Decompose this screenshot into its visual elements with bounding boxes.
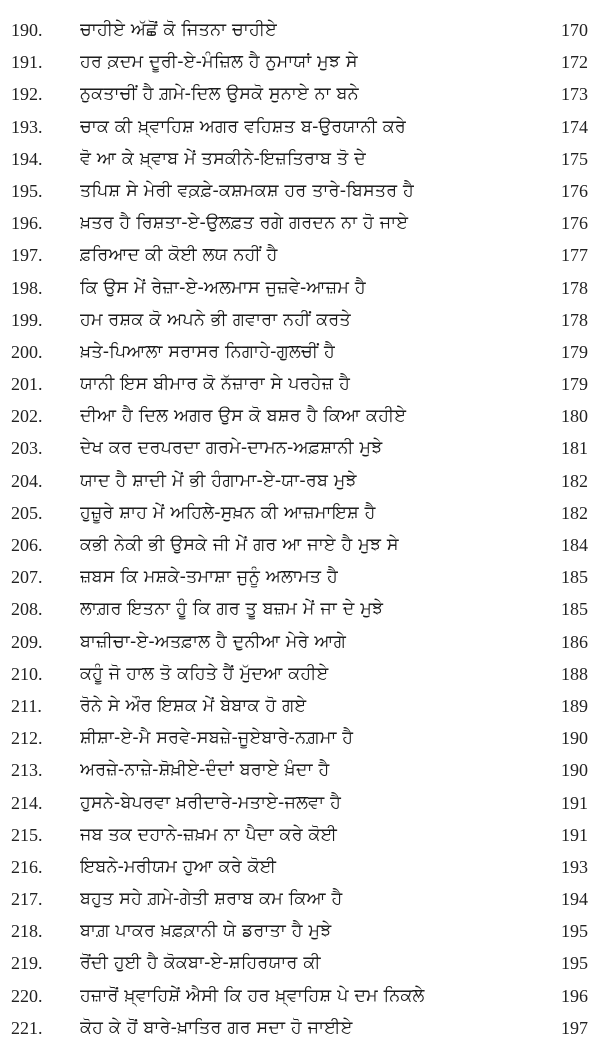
entry-title: ਦੀਆ ਹੈ ਦਿਲ ਅਗਰ ਉਸ ਕੋ ਬਸ਼ਰ ਹੈ ਕਿਆ ਕਹੀਏ — [80, 406, 407, 427]
toc-entry — [0, 529, 600, 561]
entry-page-number: 185 — [561, 599, 588, 620]
toc-entry — [0, 368, 600, 400]
entry-page-number: 196 — [561, 985, 588, 1006]
toc-entry — [0, 336, 600, 368]
entry-page-number: 176 — [561, 180, 588, 201]
entry-title: ਯਾਨੀ ਇਸ ਬੀਮਾਰ ਕੋ ਨੱਜ਼ਾਰਾ ਸੇ ਪਰਹੇਜ਼ ਹੈ — [80, 374, 351, 395]
toc-entry — [0, 947, 600, 979]
toc-entry — [0, 980, 600, 1012]
entry-page-number: 185 — [561, 567, 588, 588]
entry-page-number: 197 — [561, 1017, 588, 1038]
entry-title: ਦੇਖ ਕਰ ਦਰਪਰਦਾ ਗਰਮੇ-ਦਾਮਨ-ਅਫ਼ਸ਼ਾਨੀ ਮੁਝੇ — [80, 438, 383, 459]
entry-number: 219. — [11, 953, 43, 974]
entry-title: ਬਾਜ਼ੀਚਾ-ਏ-ਅਤਫ਼ਾਲ ਹੈ ਦੁਨੀਆ ਮੇਰੇ ਆਗੇ — [80, 631, 347, 652]
toc-entry — [0, 465, 600, 497]
entry-title: ਵੋ ਆ ਕੇ ਖ਼੍ਵਾਬ ਮੇਂ ਤਸਕੀਨੇ-ਇਜ਼ਤਿਰਾਬ ਤੋ ਦੇ — [80, 148, 366, 169]
entry-number: 218. — [11, 921, 43, 942]
entry-number: 198. — [11, 277, 43, 298]
toc-list — [0, 14, 600, 1044]
entry-number: 191. — [11, 52, 43, 73]
toc-entry — [0, 819, 600, 851]
toc-entry — [0, 432, 600, 464]
entry-number: 214. — [11, 792, 43, 813]
entry-number: 203. — [11, 438, 43, 459]
entry-page-number: 195 — [561, 953, 588, 974]
entry-title: ਸ਼ੀਸ਼ਾ-ਏ-ਮੈ ਸਰਵੇ-ਸਬਜ਼ੇ-ਜੂਏਬਾਰੇ-ਨਗ਼ਮਾ ਹੈ — [80, 728, 354, 749]
toc-entry — [0, 883, 600, 915]
toc-entry — [0, 1012, 600, 1044]
entry-page-number: 186 — [561, 631, 588, 652]
entry-title: ਚਾਕ ਕੀ ਖ਼੍ਵਾਹਿਸ਼ ਅਗਰ ਵਹਿਸ਼ਤ ਬ-ਉਰਯਾਨੀ ਕਰੇ — [80, 116, 406, 137]
entry-number: 193. — [11, 116, 43, 137]
entry-title: ਚਾਹੀਏ ਅੱਛੋਂ ਕੋ ਜਿਤਨਾ ਚਾਹੀਏ — [80, 20, 278, 40]
toc-entry — [0, 626, 600, 658]
entry-page-number: 175 — [561, 148, 588, 169]
entry-title: ਖ਼ਤਰ ਹੈ ਰਿਸ਼ਤਾ-ਏ-ਉਲਫ਼ਤ ਰਗੇ ਗਰਦਨ ਨਾ ਹੋ ਜਾਏ — [80, 213, 409, 234]
entry-page-number: 189 — [561, 695, 588, 716]
entry-page-number: 178 — [561, 309, 588, 330]
toc-entry — [0, 207, 600, 239]
entry-number: 208. — [11, 599, 43, 620]
entry-title: ਜ਼ਬਸ ਕਿ ਮਸ਼ਕੇ-ਤਮਾਸ਼ਾ ਜੁਨੂੰ ਅਲਾਮਤ ਹੈ — [80, 567, 338, 588]
entry-number: 197. — [11, 245, 43, 266]
toc-entry — [0, 239, 600, 271]
entry-page-number: 182 — [561, 502, 588, 523]
entry-title: ਤਪਿਸ਼ ਸੇ ਮੇਰੀ ਵਕ਼ਫ਼ੇ-ਕਸ਼ਮਕਸ਼ ਹਰ ਤਾਰੇ-ਬਿਸਤਰ ਹੈ — [80, 180, 414, 201]
entry-number: 190. — [11, 20, 43, 40]
toc-entry — [0, 400, 600, 432]
toc-entry — [0, 722, 600, 754]
entry-title: ਜਬ ਤਕ ਦਹਾਨੇ-ਜ਼ਖ਼ਮ ਨਾ ਪੈਦਾ ਕਰੇ ਕੋਈ — [80, 824, 338, 845]
entry-number: 201. — [11, 374, 43, 395]
entry-number: 212. — [11, 728, 43, 749]
entry-title: ਕੋਹ ਕੇ ਹੋਂ ਬਾਰੇ-ਖ਼ਾਤਿਰ ਗਰ ਸਦਾ ਹੋ ਜਾਈਏ — [80, 1017, 353, 1038]
entry-page-number: 191 — [561, 824, 588, 845]
entry-page-number: 184 — [561, 535, 588, 555]
entry-page-number: 190 — [561, 760, 588, 781]
entry-page-number: 174 — [561, 116, 588, 137]
entry-number: 207. — [11, 567, 43, 588]
entry-page-number: 188 — [561, 663, 588, 684]
entry-number: 195. — [11, 180, 43, 201]
entry-number: 210. — [11, 663, 43, 684]
entry-title: ਫ਼ਰਿਆਦ ਕੀ ਕੋਈ ਲਯ ਨਹੀਂ ਹੈ — [80, 245, 278, 266]
entry-page-number: 191 — [561, 792, 588, 813]
toc-entry — [0, 78, 600, 110]
entry-number: 209. — [11, 631, 43, 652]
entry-page-number: 173 — [561, 84, 588, 105]
toc-entry — [0, 143, 600, 175]
entry-page-number: 193 — [561, 856, 588, 877]
toc-entry — [0, 14, 600, 46]
toc-entry — [0, 754, 600, 786]
entry-number: 216. — [11, 856, 43, 877]
entry-page-number: 176 — [561, 213, 588, 234]
toc-entry — [0, 787, 600, 819]
entry-number: 215. — [11, 824, 43, 845]
entry-number: 199. — [11, 309, 43, 330]
toc-entry — [0, 272, 600, 304]
entry-title: ਲਾਗ਼ਰ ਇਤਨਾ ਹੂੰ ਕਿ ਗਰ ਤੂ ਬਜ਼ਮ ਮੇਂ ਜਾ ਦੇ ਮੁਝੇ — [80, 599, 384, 620]
toc-entry — [0, 690, 600, 722]
entry-title: ਕਭੀ ਨੇਕੀ ਭੀ ਉਸਕੇ ਜੀ ਮੇਂ ਗਰ ਆ ਜਾਏ ਹੈ ਮੁਝ ਸੇ — [80, 535, 399, 555]
entry-number: 206. — [11, 535, 43, 555]
entry-page-number: 181 — [561, 438, 588, 459]
entry-title: ਨੁਕਤਾਚੀਂ ਹੈ ਗ਼ਮੇ-ਦਿਲ ਉਸਕੋ ਸੁਨਾਏ ਨਾ ਬਨੇ — [80, 84, 359, 105]
entry-title: ਬਾਗ਼ ਪਾਕਰ ਖ਼ਫ਼ਕ਼ਾਨੀ ਯੇ ਡਰਾਤਾ ਹੈ ਮੁਝੇ — [80, 921, 332, 942]
entry-title: ਹੁਸਨੇ-ਬੇਪਰਵਾ ਖ਼ਰੀਦਾਰੇ-ਮਤਾਏ-ਜਲਵਾ ਹੈ — [80, 792, 342, 813]
entry-title: ਰੋਨੇ ਸੇ ਔਰ ਇਸ਼ਕ ਮੇਂ ਬੇਬਾਕ ਹੋ ਗਏ — [80, 695, 307, 716]
entry-number: 200. — [11, 341, 43, 362]
entry-page-number: 180 — [561, 406, 588, 427]
entry-page-number: 172 — [561, 52, 588, 73]
entry-page-number: 190 — [561, 728, 588, 749]
entry-title: ਯਾਦ ਹੈ ਸ਼ਾਦੀ ਮੇਂ ਭੀ ਹੰਗਾਮਾ-ਏ-ਯਾ-ਰਬ ਮੁਝੇ — [80, 470, 357, 491]
toc-entry — [0, 915, 600, 947]
toc-entry — [0, 593, 600, 625]
toc-entry — [0, 658, 600, 690]
toc-entry — [0, 175, 600, 207]
entry-number: 221. — [11, 1017, 43, 1038]
entry-page-number: 170 — [561, 20, 588, 40]
entry-number: 220. — [11, 985, 43, 1006]
entry-page-number: 178 — [561, 277, 588, 298]
entry-title: ਕਹੂੰ ਜੋ ਹਾਲ ਤੋ ਕਹਿਤੇ ਹੈਂ ਮੁੱਦਆ ਕਹੀਏ — [80, 663, 329, 684]
toc-entry — [0, 111, 600, 143]
toc-entry — [0, 561, 600, 593]
entry-page-number: 195 — [561, 921, 588, 942]
entry-page-number: 182 — [561, 470, 588, 491]
entry-number: 217. — [11, 889, 43, 910]
entry-title: ਬਹੁਤ ਸਹੇ ਗ਼ਮੇ-ਗੇਤੀ ਸ਼ਰਾਬ ਕਮ ਕਿਆ ਹੈ — [80, 889, 343, 910]
entry-page-number: 177 — [561, 245, 588, 266]
entry-number: 202. — [11, 406, 43, 427]
entry-title: ਹੁਜ਼ੂਰੇ ਸ਼ਾਹ ਮੇਂ ਅਹਿਲੇ-ਸੁਖ਼ਨ ਕੀ ਆਜ਼ਮਾਇਸ਼ ਹੈ — [80, 502, 376, 523]
entry-title: ਹਮ ਰਸ਼ਕ ਕੋ ਅਪਨੇ ਭੀ ਗਵਾਰਾ ਨਹੀਂ ਕਰਤੇ — [80, 309, 351, 330]
entry-title: ਹਜ਼ਾਰੋਂ ਖ਼੍ਵਾਹਿਸ਼ੇਂ ਐਸੀ ਕਿ ਹਰ ਖ਼੍ਵਾਹਿਸ਼ ਪੇ ਦਮ ਨਿਕਲੇ — [80, 985, 425, 1006]
entry-title: ਖ਼ਤੇ-ਪਿਆਲਾ ਸਰਾਸਰ ਨਿਗਾਹੇ-ਗੁਲਚੀਂ ਹੈ — [80, 341, 335, 362]
toc-entry — [0, 46, 600, 78]
entry-title: ਰੋਂਦੀ ਹੁਈ ਹੈ ਕੋਕਬਾ-ਏ-ਸ਼ਹਿਰਯਾਰ ਕੀ — [80, 953, 321, 974]
entry-number: 204. — [11, 470, 43, 491]
entry-page-number: 179 — [561, 341, 588, 362]
entry-title: ਹਰ ਕ਼ਦਮ ਦੂਰੀ-ਏ-ਮੰਜ਼ਿਲ ਹੈ ਨੁਮਾਯਾਂ ਮੁਝ ਸੇ — [80, 52, 358, 73]
entry-number: 205. — [11, 502, 43, 523]
toc-entry — [0, 497, 600, 529]
entry-number: 196. — [11, 213, 43, 234]
toc-entry — [0, 851, 600, 883]
entry-number: 192. — [11, 84, 43, 105]
entry-title: ਅਰਜ਼ੇ-ਨਾਜ਼ੇ-ਸ਼ੋਖ਼ੀਏ-ਦੰਦਾਂ ਬਰਾਏ ਖ਼ੰਦਾ ਹੈ — [80, 760, 330, 781]
toc-entry — [0, 304, 600, 336]
entry-page-number: 194 — [561, 889, 588, 910]
entry-number: 213. — [11, 760, 43, 781]
entry-page-number: 179 — [561, 374, 588, 395]
entry-title: ਇਬਨੇ-ਮਰੀਯਮ ਹੁਆ ਕਰੇ ਕੋਈ — [80, 856, 277, 877]
entry-title: ਕਿ ਉਸ ਮੇਂ ਰੇਜ਼ਾ-ਏ-ਅਲਮਾਸ ਜੁਜ਼ਵੇ-ਆਜ਼ਮ ਹੈ — [80, 277, 366, 298]
entry-number: 211. — [11, 695, 42, 716]
entry-number: 194. — [11, 148, 43, 169]
